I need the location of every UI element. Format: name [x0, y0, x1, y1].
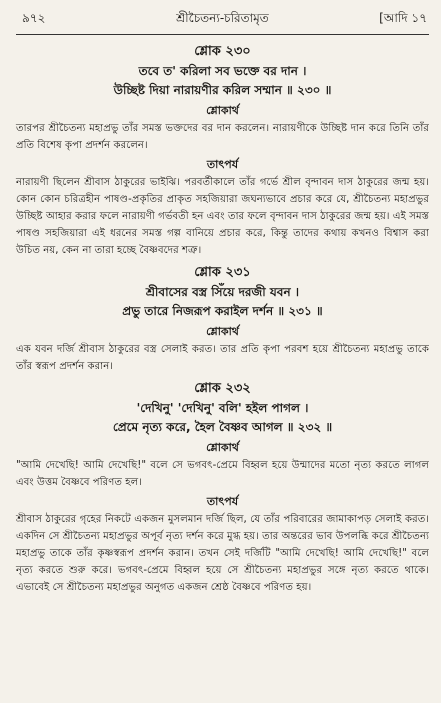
- purport-text: নারায়ণী ছিলেন শ্রীবাস ঠাকুরের ভাইঝি। পরবর্তীকালে তাঁর গর্ভে শ্রীল বৃন্দাবন দাস ঠাকুরের জন্ম হয়। কোন কোন চরিত্রহীন পাষণ্ড-প্রকৃতির প্রাকৃত সহজিয়ারা জঘন্যভাবে প্রচার করে যে, শ্রীচৈতন্য মহাপ্রভুর উচ্ছিষ্ট আহার করার ফলে নারায়ণী গর্ভবতী হন এবং তার ফলে বৃন্দাবন দাস ঠাকুরের জন্ম হয়। এই সমস্ত পাষণ্ড সহজিয়ারা এই ধরনের সমস্ত গল্প বানিয়ে প্রচার করে, কিন্তু তাদের কথায় কখনও বিশ্বাস করা উচিত নয়, কেন না তারা হচ্ছে বৈষ্ণবদের শত্রু।: [16, 177, 429, 256]
- running-header: [16, 10, 429, 30]
- purport-text: শ্রীবাস ঠাকুরের গৃহের নিকটে একজন মুসলমান দর্জি ছিল, যে তাঁর পরিবারের জামাকাপড় সেলাই করত। একদিন সে শ্রীচৈতন্য মহাপ্রভুর অপূর্ব নৃত্য দর্শন করে মুগ্ধ হয়। তার অন্তরের ভাব উপলব্ধি করে শ্রীচৈতন্য মহাপ্রভু তাকে তাঁর কৃষ্ণস্বরূপ প্রদর্শন করান। তখন সেই দর্জিটি "আমি দেখেছি! আমি দেখেছি!" বলে নৃত্য করতে শুরু করে। ভগবৎ-প্রেমে বিহ্বল হয়ে সে শ্রীচৈতন্য মহাপ্রভুর সঙ্গে নৃত্য করতে থাকে। এভাবেই সে শ্রীচৈতন্য মহাপ্রভুর অনুগত একজন শ্রেষ্ঠ বৈষ্ণবে পরিণত হয়।: [16, 514, 429, 593]
- verse-section-230: [16, 42, 429, 259]
- chapter-marker: [আদি ১৭: [379, 11, 427, 25]
- verse-line: উচ্ছিষ্ট দিয়া নারায়ণীর করিল সম্মান ॥ ২৩০ ॥: [113, 83, 332, 97]
- page-number: ৯৭২: [22, 11, 46, 25]
- translation-text: এক যবন দর্জি শ্রীবাস ঠাকুরের বস্ত্র সেলাই করত। তার প্রতি কৃপা পরবশ হয়ে শ্রীচৈতন্য মহাপ্রভু তাকে তাঁর স্বরূপ প্রদর্শন করান।: [16, 344, 429, 372]
- verse-line: শ্রীবাসের বস্ত্র সিঁয়ে দরজী যবন ।: [145, 285, 300, 299]
- verse-line: 'দেখিনু' 'দেখিনু' বলি' হইল পাগল ।: [136, 401, 309, 415]
- purport-label: তাৎপর্য: [206, 495, 239, 508]
- translation-label: শ্লোকার্থ: [206, 104, 239, 117]
- verse-section-231: [16, 263, 429, 375]
- purport-label: তাৎপর্য: [206, 158, 239, 171]
- translation-text: "আমি দেখেছি! আমি দেখেছি!" বলে সে ভগবৎ-প্রেমে বিহ্বল হয়ে উন্মাদের মতো নৃত্য করতে লাগল এবং উত্তম বৈষ্ণবে পরিণত হল।: [16, 460, 429, 488]
- verse-heading: শ্লোক ২৩২: [194, 381, 251, 396]
- translation-label: শ্লোকার্থ: [206, 325, 239, 338]
- verse-line: প্রভু তারে নিজরূপ করাইল দর্শন ॥ ২৩১ ॥: [122, 304, 323, 318]
- verse-section-232: [16, 379, 429, 596]
- page-body: [16, 42, 429, 596]
- translation-text: তারপর শ্রীচৈতন্য মহাপ্রভু তাঁর সমস্ত ভক্তদের বর দান করলেন। নারায়ণীকে উচ্ছিষ্ট দান করে তিনি তাঁর প্রতি বিশেষ কৃপা প্রদর্শন করলেন।: [16, 123, 429, 151]
- verse-heading: শ্লোক ২৩০: [194, 44, 251, 59]
- verse-heading: শ্লোক ২৩১: [194, 265, 251, 280]
- book-title: শ্রীচৈতন্য-চরিতামৃত: [176, 11, 269, 25]
- verse-line: প্রেমে নৃত্য করে, হৈল বৈষ্ণব আগল ॥ ২৩২ ॥: [112, 420, 333, 434]
- verse-line: তবে ত' করিলা সব ভক্তে বর দান ।: [138, 64, 307, 78]
- header-rule: [16, 34, 429, 35]
- translation-label: শ্লোকার্থ: [206, 441, 239, 454]
